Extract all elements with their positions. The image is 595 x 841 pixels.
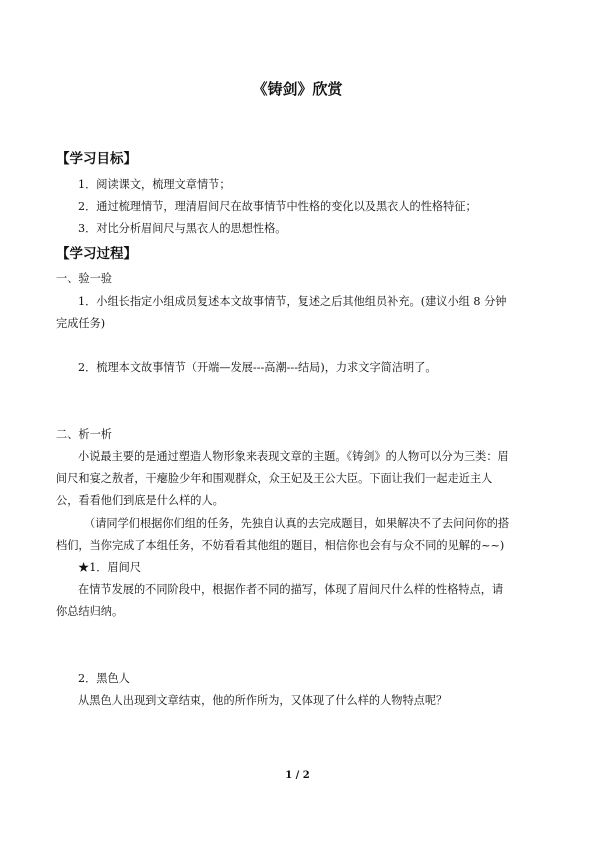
section1-item1-line2: 完成任务) bbox=[56, 317, 106, 330]
section2-intro-line2: 间尺和宴之敖者，干瘪脸少年和围观群众，众王妃及王公大臣。下面让我们一起走近主人 bbox=[56, 472, 493, 485]
section2-intro-line3: 公，看看他们到底是什么样的人。 bbox=[56, 494, 224, 507]
objective-item-2: 2．通过梳理情节，理清眉间尺在故事情节中性格的变化以及黑衣人的性格特征； bbox=[78, 200, 477, 213]
section2-note-line1: （请同学们根据你们组的任务，先独自认真的去完成题目，如果解决不了去问问你的搭 bbox=[84, 517, 510, 530]
section1-item2: 2．梳理本文故事情节（开端—发展---高潮---结局)，力求文字简洁明了。 bbox=[78, 361, 437, 374]
page-number: 1 / 2 bbox=[285, 770, 310, 781]
section2-title: 二、析一析 bbox=[56, 428, 112, 441]
question1-line2: 你总结归纳。 bbox=[56, 605, 124, 618]
question2-title: 2．黑色人 bbox=[78, 672, 130, 685]
section2-intro-line1: 小说最主要的是通过塑造人物形象来表现文章的主题。《铸剑》的人物可以分为三类：眉 bbox=[78, 450, 509, 463]
objective-item-3: 3．对比分析眉间尺与黑衣人的思想性格。 bbox=[78, 222, 287, 235]
section1-item1-line1: 1．小组长指定小组成员复述本文故事情节，复述之后其他组员补充。(建议小组 8 分钟 bbox=[78, 295, 507, 308]
process-heading: 【学习过程】 bbox=[56, 246, 137, 262]
section2-note-line2: 档们，当你完成了本组任务，不妨看看其他组的题目，相信你也会有与众不同的见解的~~) bbox=[56, 539, 505, 552]
question1-line1: 在情节发展的不同阶段中，根据作者不同的描写，体现了眉间尺什么样的性格特点，请 bbox=[78, 583, 504, 596]
section1-title: 一、验一验 bbox=[56, 272, 112, 285]
objectives-heading: 【学习目标】 bbox=[56, 151, 137, 167]
question2-line1: 从黑色人出现到文章结束，他的所作所为，又体现了什么样的人物特点呢？ bbox=[78, 694, 448, 707]
question1-title: ★1．眉间尺 bbox=[78, 561, 142, 574]
document-title: 《铸剑》欣赏 bbox=[252, 80, 343, 98]
objective-item-1: 1．阅读课文，梳理文章情节； bbox=[78, 178, 231, 191]
